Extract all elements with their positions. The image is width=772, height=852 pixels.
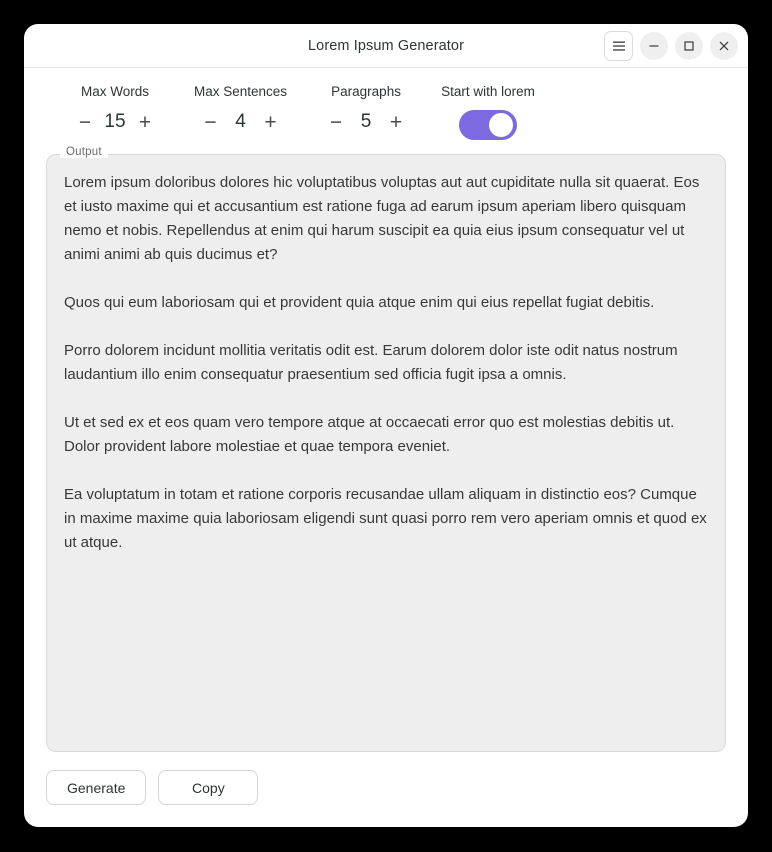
max-sentences-control [194,84,287,136]
max-sentences-value: 4 [235,111,246,132]
max-words-control [70,84,160,136]
max-words-stepper [70,108,160,136]
max-sentences-label: Max Sentences [194,84,288,99]
max-words-value: 15 [104,111,126,132]
max-words-decrement-button[interactable]: − [70,108,100,136]
paragraphs-control [321,84,411,136]
output-paragraph: Ea voluptatum in totam et ratione corporis recusandae ullam aliquam in distinctio eos? Cumque in maxime maxime quia laboriosam eligendi sunt quasi porro rem vero aperiam omnis et quod ex ut atque. [64,486,707,551]
window-title: Lorem Ipsum Generator [307,37,465,54]
output-textarea[interactable] [47,155,725,751]
paragraphs-increment-button[interactable]: + [381,108,411,136]
maximize-icon[interactable] [675,32,703,60]
output-paragraph: Quos qui eum laboriosam qui et provident quia atque enim qui eius repellat fugiat debitis. [64,294,655,311]
copy-button[interactable]: Copy [158,770,258,805]
start-with-lorem-toggle[interactable] [459,110,517,140]
controls-row [24,68,748,144]
paragraphs-stepper [321,108,411,136]
max-sentences-decrement-button[interactable]: − [196,108,226,136]
max-words-label: Max Words [80,84,149,99]
output-section [46,146,726,752]
close-icon[interactable] [710,32,738,60]
hamburger-menu-icon[interactable] [604,31,633,61]
max-sentences-stepper [196,108,286,136]
output-paragraph: Ut et sed ex et eos quam vero tempore atque at occaecati error quo est molestias debitis ut. Dolor provident labore molestiae et quae tempora eveniet. [64,414,675,455]
start-with-lorem-control [441,84,535,140]
titlebar [24,24,748,68]
app-window [24,24,748,827]
start-with-lorem-label: Start with lorem [441,84,535,99]
paragraphs-decrement-button[interactable]: − [321,108,351,136]
output-paragraph: Porro dolorem incidunt mollitia veritatis odit est. Earum dolorem dolor iste odit natus nostrum laudantium illo enim consequatur praesentium sed officia fugit ipsa a omnis. [64,342,678,383]
max-words-increment-button[interactable]: + [130,108,160,136]
toggle-knob [489,113,513,137]
output-legend: Output [60,146,108,158]
output-paragraph: Lorem ipsum doloribus dolores hic voluptatibus voluptas aut aut cupiditate nulla sit quaerat. Eos et iusto maxime qui et accusantium est ratione fuga ad earum ipsum aperiam libero quisquam nemo et nobis. Repellendus at enim qui harum suscipit ea quia eius ipsum consequatur vel ut animi animi ab quis ducimus et? [64,174,700,263]
output-frame [46,154,726,752]
minimize-icon[interactable] [640,32,668,60]
max-sentences-increment-button[interactable]: + [256,108,286,136]
paragraphs-value: 5 [360,111,372,132]
paragraphs-label: Paragraphs [331,84,401,99]
generate-button[interactable]: Generate [46,770,146,805]
footer-actions [24,752,748,827]
titlebar-controls [604,24,738,68]
